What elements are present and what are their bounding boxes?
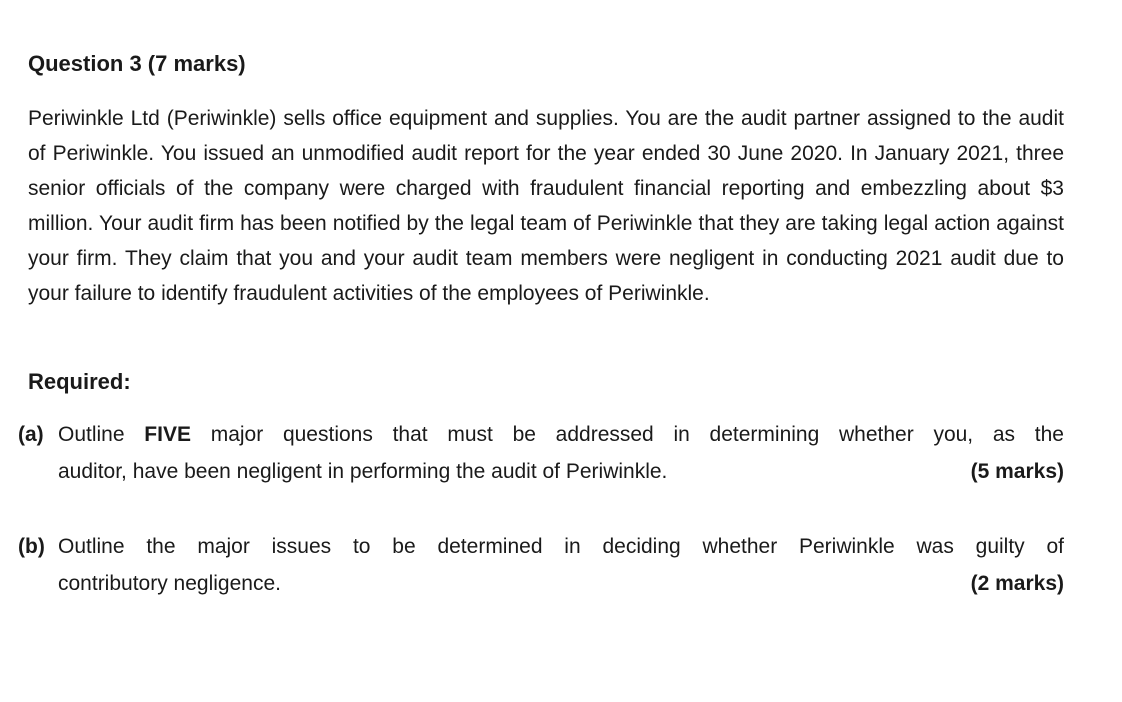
part-b-last-line-text: contributory negligence. <box>58 572 281 595</box>
part-b <box>18 528 1064 602</box>
part-a-line-1 <box>58 416 1064 453</box>
question-heading: Question 3 (7 marks) <box>28 51 246 76</box>
part-b-line-1: Outline the major issues to be determined in deciding whether Periwinkle was guilty of <box>58 535 1064 558</box>
part-a-text-after-bold: major questions that must be addressed in determining whether you, as the <box>210 423 1064 446</box>
part-b-line-2 <box>58 565 1064 602</box>
part-a-last-line-text: auditor, have been negligent in performing the audit of Periwinkle. <box>58 460 668 483</box>
part-b-label: (b) <box>18 535 45 558</box>
part-a-text-before-bold: Outline <box>58 423 125 446</box>
question-scenario-text: Periwinkle Ltd (Periwinkle) sells office equipment and supplies. You are the audit partner assigned to the audit of Periwinkle. You issued an unmodified audit report for the year ended 30 June 2020. In January 2021, three senior officials of the company were charged with fraudulent financial reporting and embezzling about $3 million. Your audit firm has been notified by the legal team of Periwinkle that they are taking legal action against your firm. They claim that you and your audit team members were negligent in conducting 2021 audit due to your failure to identify fraudulent activities of the employees of Periwinkle. <box>28 107 1064 305</box>
part-a-line-2 <box>58 453 1064 490</box>
part-a-bold-keyword: FIVE <box>144 423 191 446</box>
part-b-marks: (2 marks) <box>970 572 1064 595</box>
part-a-body <box>58 416 1064 490</box>
required-label: Required: <box>28 369 131 394</box>
part-a-label: (a) <box>18 423 44 446</box>
part-a-marks: (5 marks) <box>970 460 1064 483</box>
part-a <box>18 416 1064 490</box>
part-b-body <box>58 528 1064 602</box>
